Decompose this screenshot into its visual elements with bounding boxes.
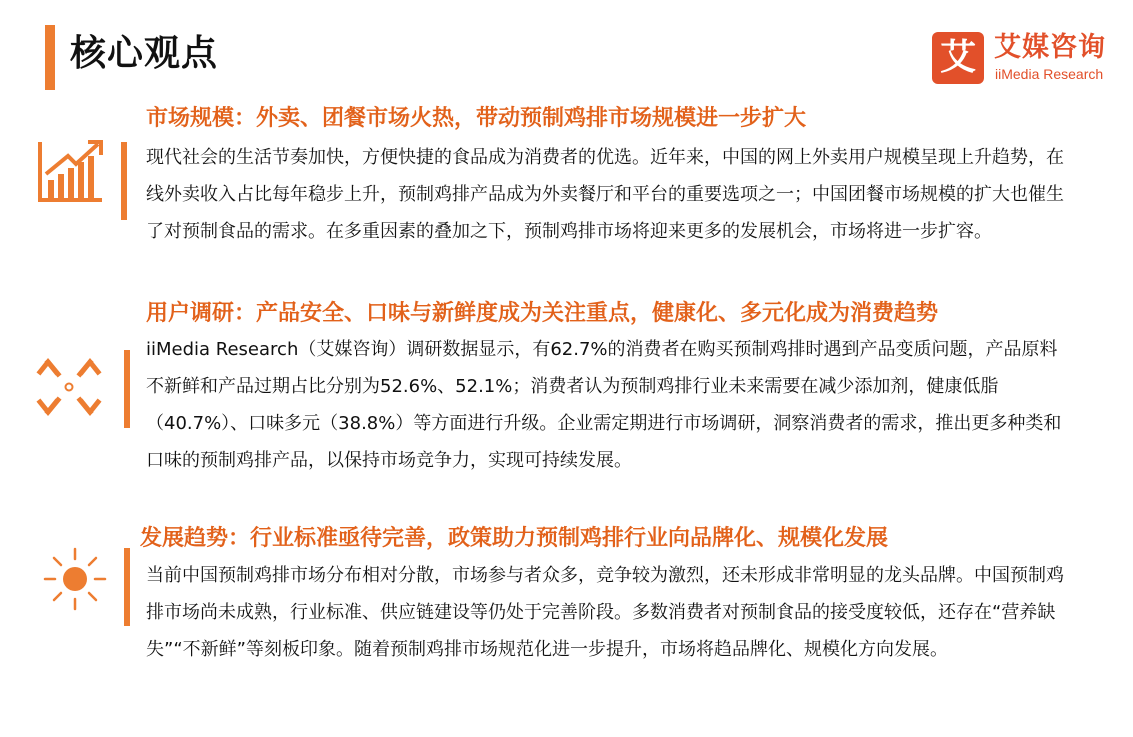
section-accent-bar — [124, 548, 130, 626]
section-body: iiMedia Research（艾媒咨询）调研数据显示，有62.7%的消费者在购买预制鸡排时遇到产品变质问题，产品原料不新鲜和产品过期占比分别为52.6%、52.1%；消费者认为预制鸡排行业未来需要在减少添加剂，健康低脂（40.7%）、口味多元（38.8%）等方面进行升级。企业需定期进行市场调研，洞察消费者的需求，推出更多种类和口味的预制鸡排产品，以保持市场竞争力，实现可持续发展。 — [146, 339, 1062, 471]
section-heading: 发展趋势：行业标准亟待完善，政策助力预制鸡排行业向品牌化、规模化发展 — [140, 526, 889, 551]
sun-icon — [42, 546, 108, 612]
section-body: 当前中国预制鸡排市场分布相对分散，市场参与者众多，竞争较为激烈，还未形成非常明显的龙头品牌。中国预制鸡排市场尚未成熟，行业标准、供应链建设等仍处于完善阶段。多数消费者对预制食品的接受度较低，还存在“营养缺失”“不新鲜”等刻板印象。随着预制鸡排市场规范化进一步提升，市场将趋品牌化、规模化方向发展。 — [146, 565, 1064, 660]
section-accent-bar — [124, 350, 130, 428]
logo-mark: 艾 — [932, 32, 984, 84]
page-title: 核心观点 — [70, 33, 219, 74]
section-heading: 用户调研：产品安全、口味与新鲜度成为关注重点，健康化、多元化成为消费趋势 — [146, 301, 939, 326]
section-heading: 市场规模：外卖、团餐市场火热，带动预制鸡排市场规模进一步扩大 — [146, 106, 807, 131]
focus-arrows-icon — [36, 354, 102, 420]
section-body: 现代社会的生活节奏加快，方便快捷的食品成为消费者的优选。近年来，中国的网上外卖用户规模呈现上升趋势，在线外卖收入占比每年稳步上升，预制鸡排产品成为外卖餐厅和平台的重要选项之一；中国团餐市场规模的扩大也催生了对预制食品的需求。在多重因素的叠加之下，预制鸡排市场将迎来更多的发展机会，市场将进一步扩容。 — [146, 147, 1064, 242]
title-accent-bar — [45, 25, 55, 90]
brand-logo — [932, 32, 1112, 84]
growth-chart-icon — [38, 140, 104, 202]
logo-name-cn: 艾媒咨询 — [994, 32, 1106, 63]
section-accent-bar — [121, 142, 127, 220]
logo-name-en: iiMedia Research — [995, 66, 1104, 82]
